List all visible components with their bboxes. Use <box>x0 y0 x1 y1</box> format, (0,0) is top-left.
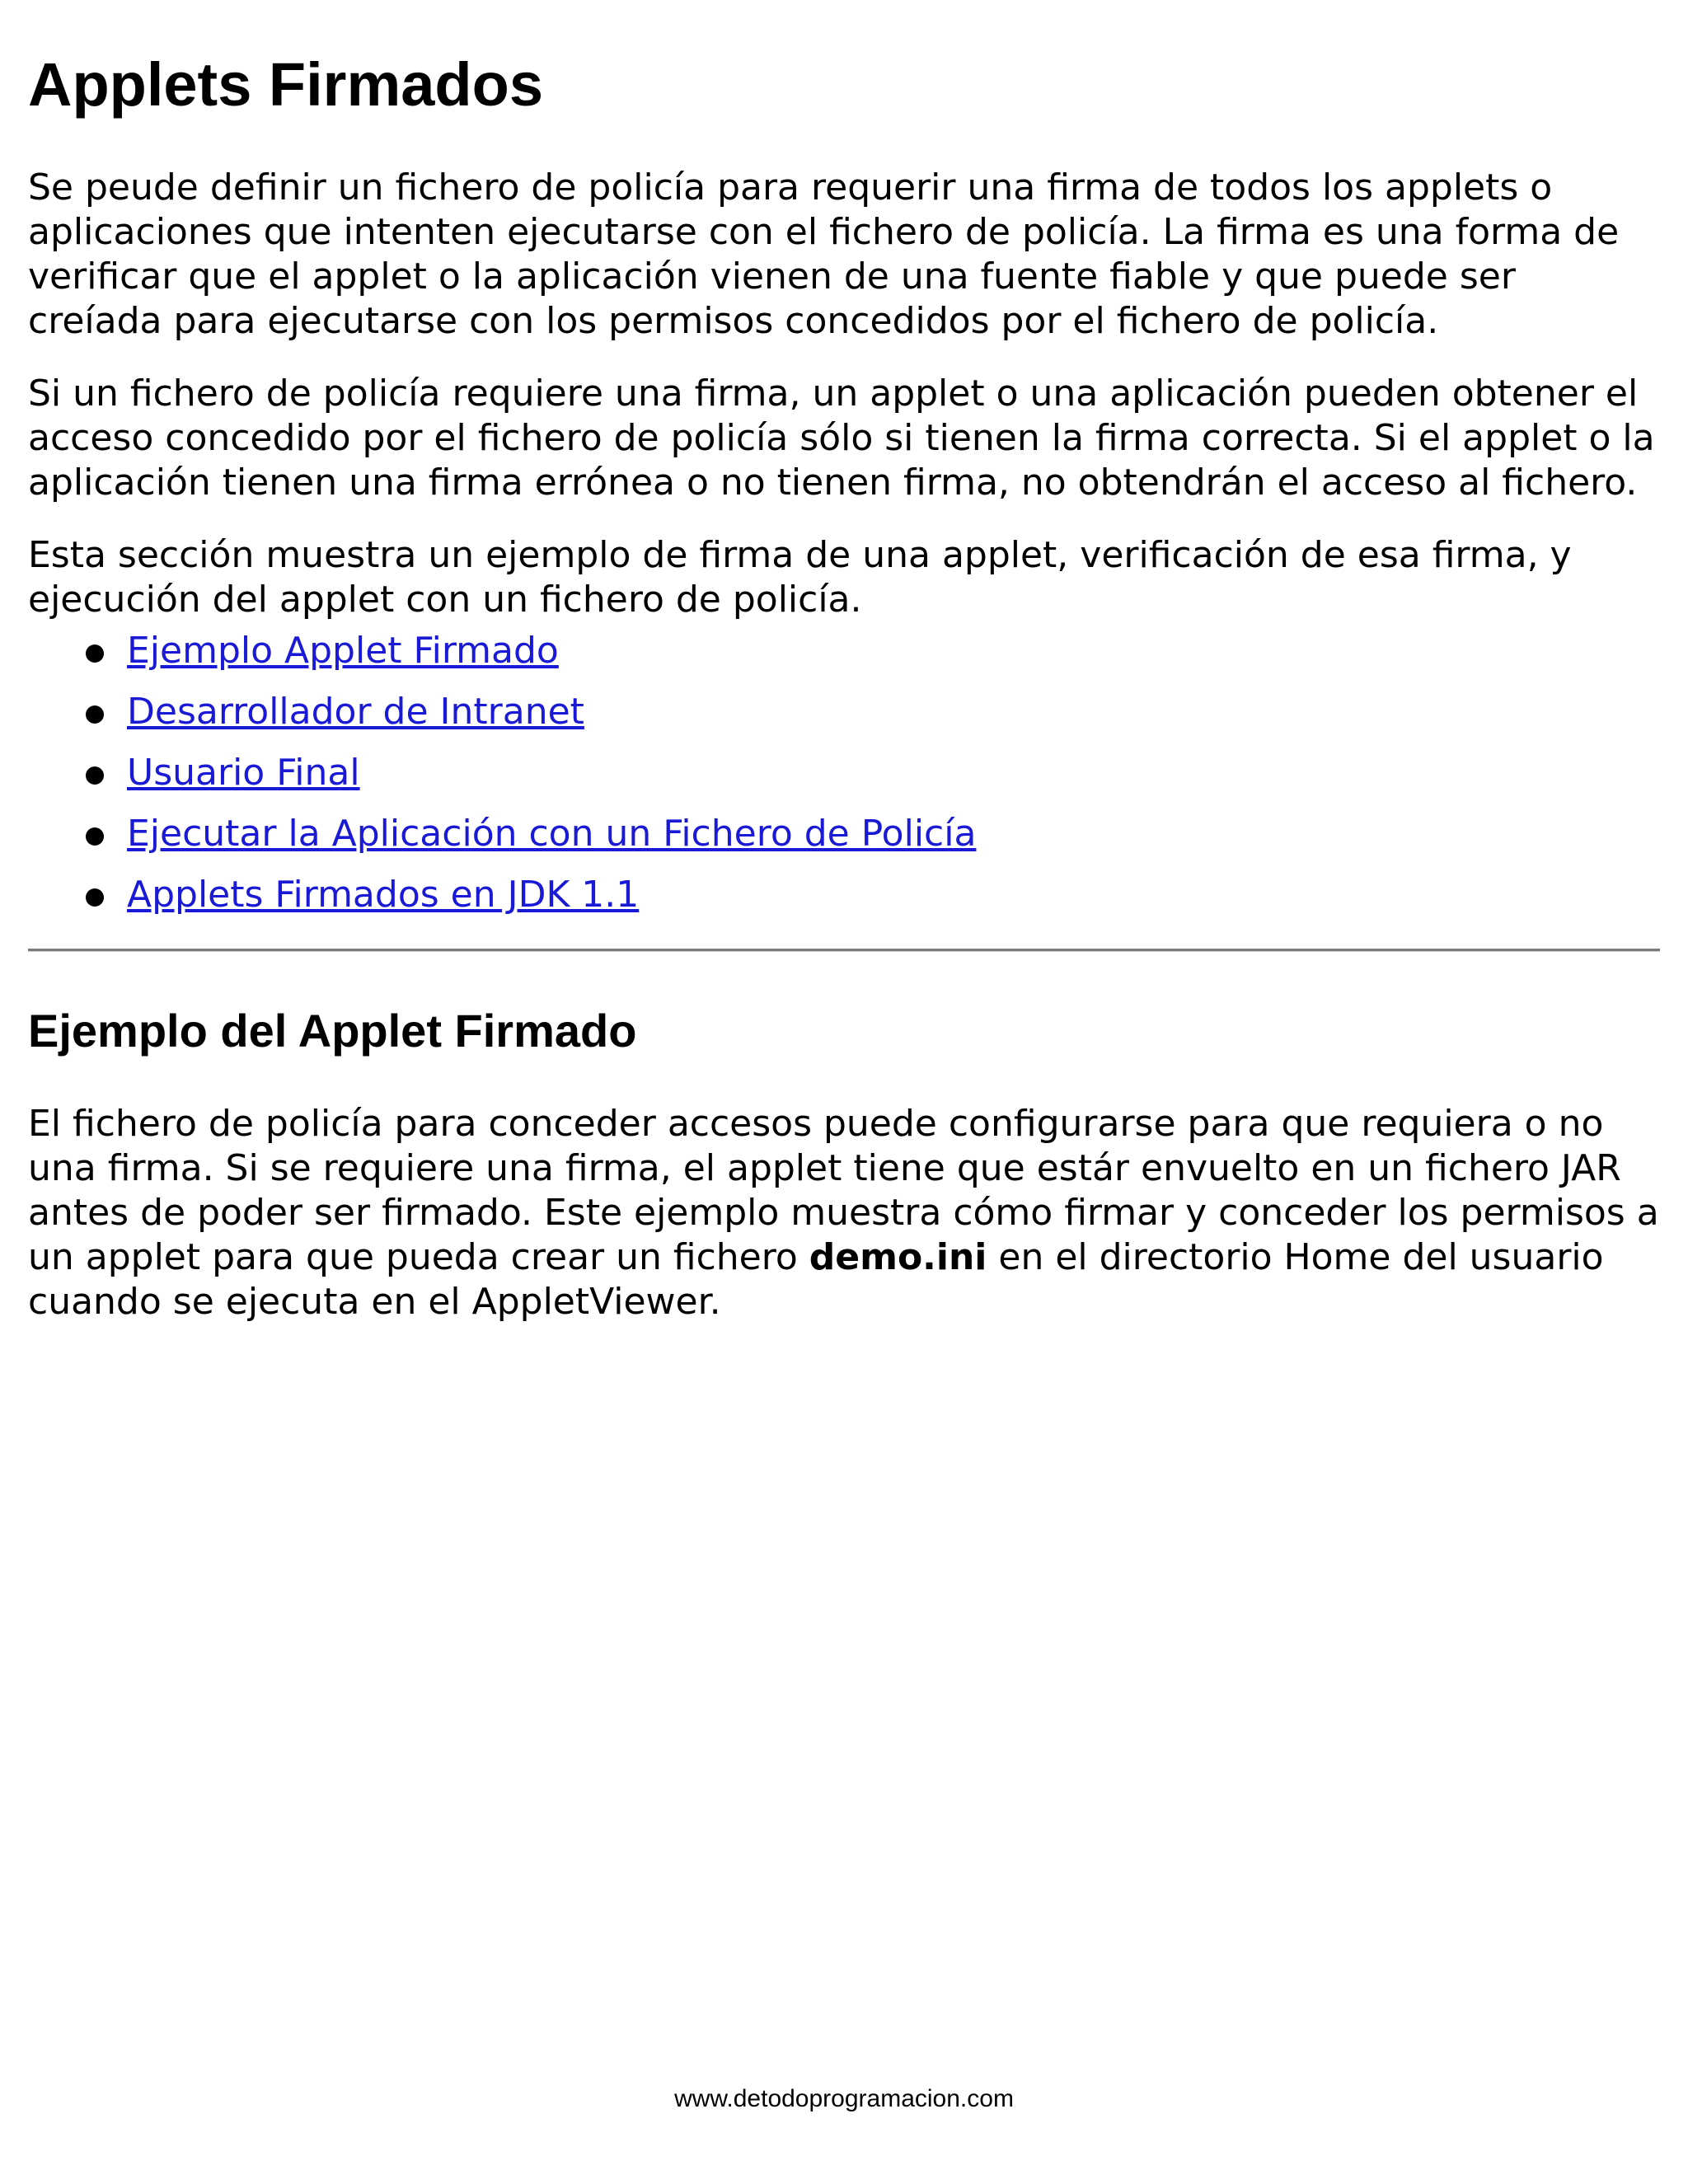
link-desarrollador-intranet[interactable]: Desarrollador de Intranet <box>127 691 584 733</box>
filename-bold: demo.ini <box>809 1235 987 1278</box>
topic-link-list <box>28 629 1660 934</box>
intro-paragraph: Se peude definir un fichero de policía para requerir una firma de todos los applets o aplicaciones que intenten ejecutarse con el fichero de policía. La firma es una forma de verificar que el applet o la aplicación vienen de una fuente fiable y que puede ser creíada para ejecutarse con los permisos concedidos por el fichero de policía. <box>28 166 1620 343</box>
link-usuario-final[interactable]: Usuario Final <box>127 752 360 794</box>
list-item <box>28 751 1660 812</box>
list-item <box>28 812 1660 873</box>
bullet-icon <box>86 766 104 785</box>
link-ejemplo-applet-firmado[interactable]: Ejemplo Applet Firmado <box>127 630 559 673</box>
footer-url: www.detodoprogramacion.com <box>674 2085 1014 2112</box>
section-paragraph <box>28 1102 1660 1324</box>
section-text-after: en el directorio Home del usuario cuando se ejecuta en el AppletViewer. <box>28 1235 1604 1323</box>
list-item <box>28 690 1660 751</box>
section-divider <box>28 949 1660 952</box>
bullet-icon <box>86 644 104 663</box>
signature-requirement-paragraph: Si un fichero de policía requiere una firma, un applet o una aplicación pueden obtener el acceso concedido por el fichero de policía sólo si tienen la firma correcta. Si el applet o la aplicación tienen una firma errónea o no tienen firma, no obtendrán el acceso al fichero. <box>28 373 1655 504</box>
section-overview-paragraph: Esta sección muestra un ejemplo de firma de una applet, verificación de esa firma, y ejecución del applet con un fichero de policía. <box>28 534 1572 621</box>
bullet-icon <box>86 888 104 907</box>
section-text-before: El fichero de policía para conceder accesos puede configurarse para que requiera o no una firma. Si se requiere una firma, el applet tiene que estár envuelto en un fichero JAR antes de poder ser firmado. Este ejemplo muestra cómo firmar y conceder los permisos a un applet para que pueda crear un fichero <box>28 1102 1659 1278</box>
section-heading: Ejemplo del Applet Firmado <box>28 1005 637 1057</box>
link-ejecutar-aplicacion[interactable]: Ejecutar la Aplicación con un Fichero de Policía <box>127 813 977 855</box>
bullet-icon <box>86 827 104 846</box>
bullet-icon <box>86 705 104 724</box>
document-page <box>28 0 1660 1324</box>
list-item <box>28 873 1660 934</box>
page-title: Applets Firmados <box>28 50 543 119</box>
list-item <box>28 629 1660 690</box>
link-applets-firmados-jdk[interactable]: Applets Firmados en JDK 1.1 <box>127 874 640 916</box>
